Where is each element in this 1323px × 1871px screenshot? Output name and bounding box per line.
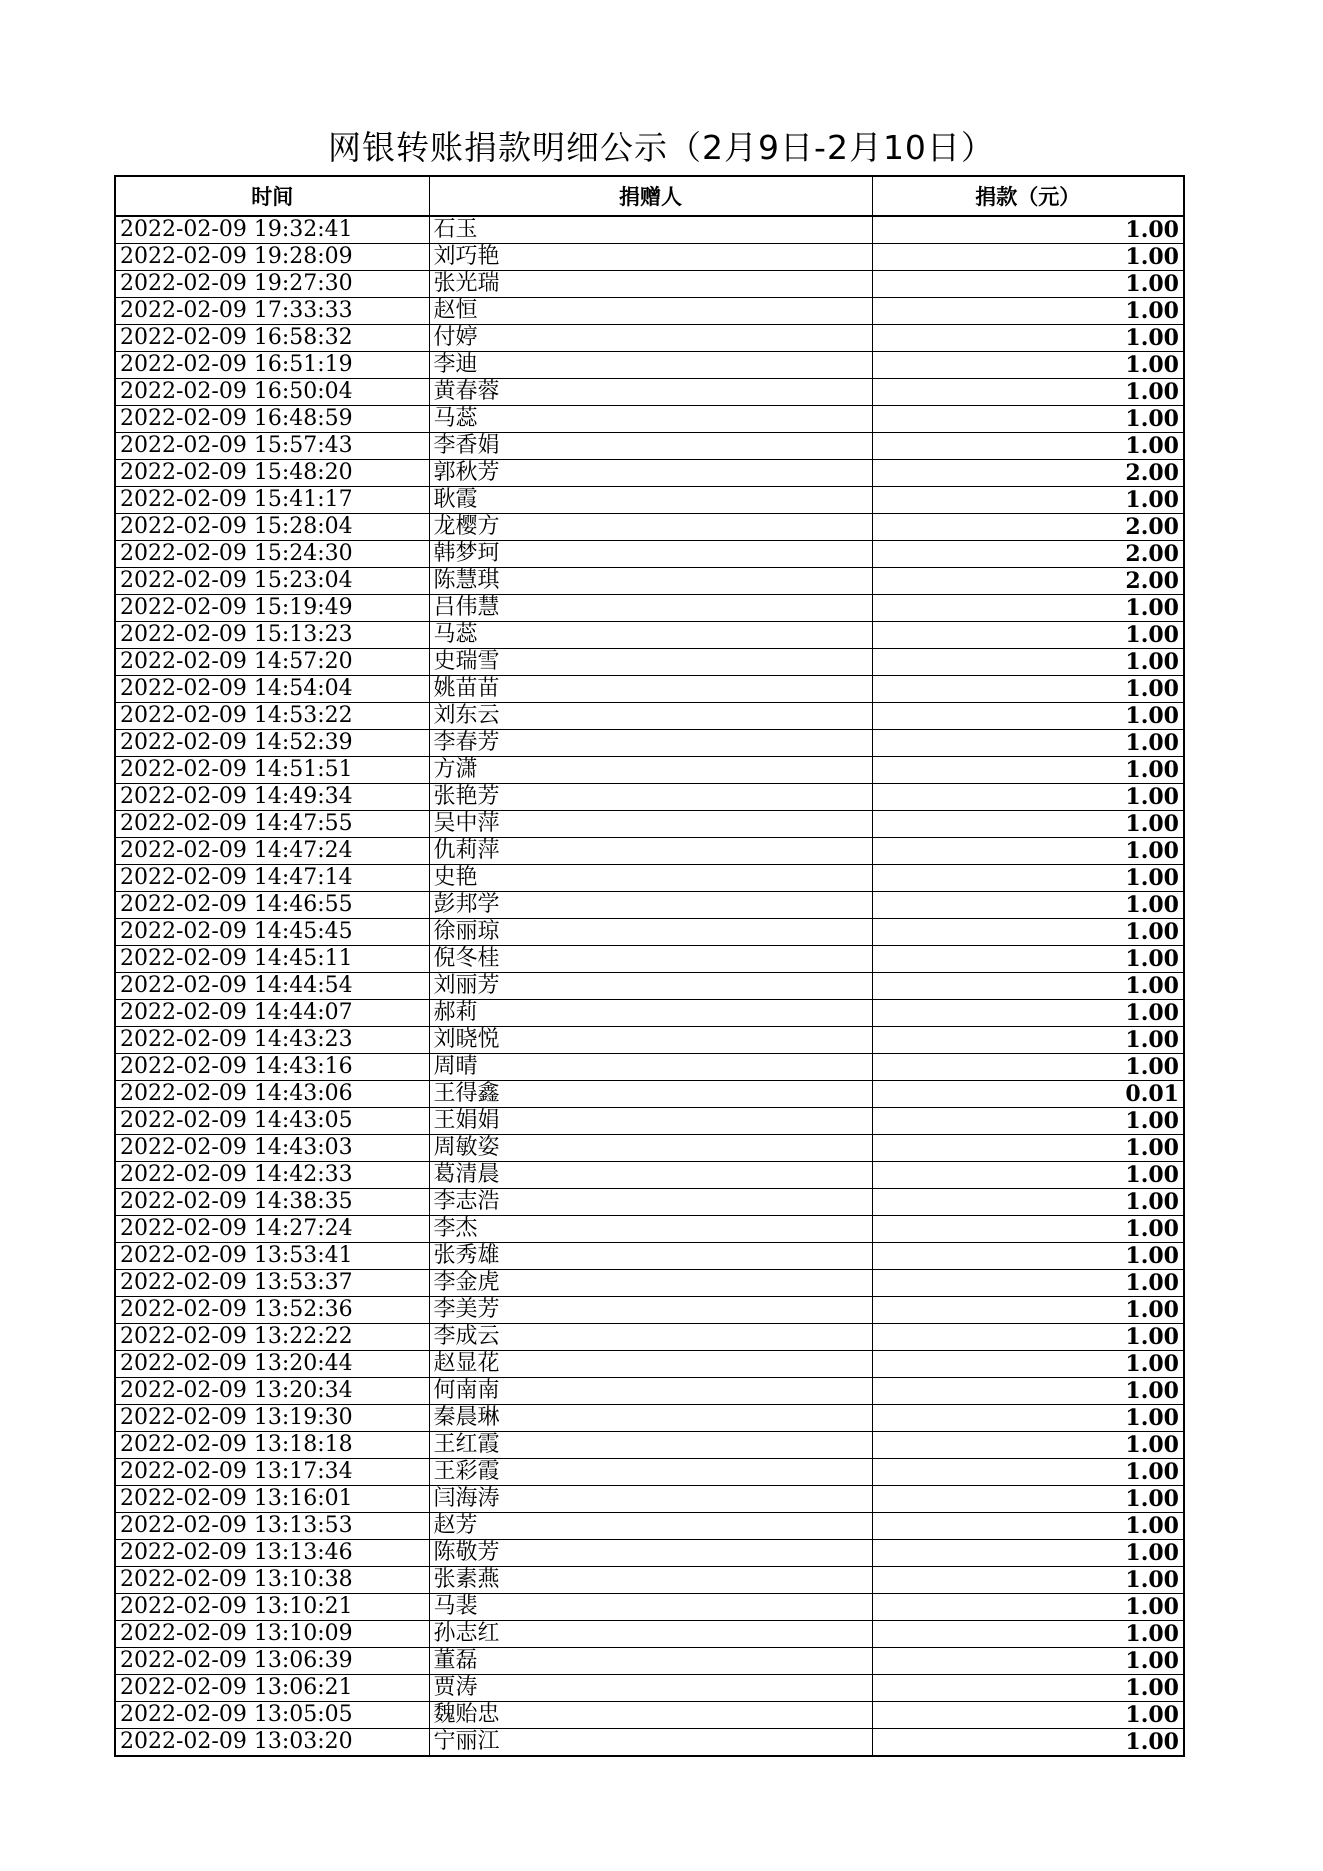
cell-donor: 付婷 (429, 325, 872, 352)
cell-time: 2022-02-09 14:27:24 (115, 1216, 429, 1243)
cell-time: 2022-02-09 14:54:04 (115, 676, 429, 703)
cell-amount: 1.00 (872, 406, 1184, 433)
cell-amount: 1.00 (872, 1648, 1184, 1675)
cell-donor: 赵恒 (429, 298, 872, 325)
cell-time: 2022-02-09 13:53:37 (115, 1270, 429, 1297)
cell-time: 2022-02-09 19:32:41 (115, 216, 429, 244)
table-row (115, 1054, 1184, 1081)
table-row (115, 1000, 1184, 1027)
cell-donor: 赵显花 (429, 1351, 872, 1378)
cell-amount: 1.00 (872, 487, 1184, 514)
cell-amount: 1.00 (872, 1405, 1184, 1432)
cell-donor: 张光瑞 (429, 271, 872, 298)
table-row (115, 703, 1184, 730)
cell-donor: 周敏姿 (429, 1135, 872, 1162)
table-row (115, 1729, 1184, 1757)
cell-time: 2022-02-09 14:49:34 (115, 784, 429, 811)
cell-time: 2022-02-09 14:43:23 (115, 1027, 429, 1054)
column-header-amount: 捐款（元） (872, 176, 1184, 216)
cell-time: 2022-02-09 14:47:14 (115, 865, 429, 892)
cell-time: 2022-02-09 14:53:22 (115, 703, 429, 730)
table-row (115, 838, 1184, 865)
table-row (115, 892, 1184, 919)
cell-amount: 1.00 (872, 1540, 1184, 1567)
cell-amount: 1.00 (872, 919, 1184, 946)
cell-time: 2022-02-09 14:42:33 (115, 1162, 429, 1189)
cell-donor: 李迪 (429, 352, 872, 379)
cell-time: 2022-02-09 15:57:43 (115, 433, 429, 460)
cell-time: 2022-02-09 14:43:05 (115, 1108, 429, 1135)
table-row (115, 216, 1184, 244)
table-row (115, 946, 1184, 973)
cell-donor: 李志浩 (429, 1189, 872, 1216)
cell-donor: 刘丽芳 (429, 973, 872, 1000)
cell-amount: 0.01 (872, 1081, 1184, 1108)
cell-donor: 刘晓悦 (429, 1027, 872, 1054)
cell-amount: 1.00 (872, 379, 1184, 406)
table-row (115, 298, 1184, 325)
cell-donor: 方潇 (429, 757, 872, 784)
table-row (115, 622, 1184, 649)
cell-donor: 王得鑫 (429, 1081, 872, 1108)
table-row (115, 1162, 1184, 1189)
cell-amount: 1.00 (872, 1459, 1184, 1486)
cell-amount: 1.00 (872, 1729, 1184, 1757)
cell-amount: 1.00 (872, 595, 1184, 622)
table-row (115, 1621, 1184, 1648)
table-row (115, 1405, 1184, 1432)
cell-amount: 1.00 (872, 892, 1184, 919)
cell-time: 2022-02-09 14:43:06 (115, 1081, 429, 1108)
cell-donor: 史瑞雪 (429, 649, 872, 676)
cell-time: 2022-02-09 14:44:54 (115, 973, 429, 1000)
cell-donor: 刘巧艳 (429, 244, 872, 271)
table-row (115, 271, 1184, 298)
table-row (115, 1324, 1184, 1351)
cell-time: 2022-02-09 14:47:24 (115, 838, 429, 865)
cell-donor: 张素燕 (429, 1567, 872, 1594)
cell-amount: 1.00 (872, 271, 1184, 298)
cell-time: 2022-02-09 13:16:01 (115, 1486, 429, 1513)
table-row (115, 1594, 1184, 1621)
cell-donor: 耿霞 (429, 487, 872, 514)
cell-time: 2022-02-09 15:23:04 (115, 568, 429, 595)
cell-donor: 郭秋芳 (429, 460, 872, 487)
cell-time: 2022-02-09 15:41:17 (115, 487, 429, 514)
cell-donor: 李成云 (429, 1324, 872, 1351)
table-row (115, 433, 1184, 460)
cell-donor: 闫海涛 (429, 1486, 872, 1513)
cell-donor: 吴中萍 (429, 811, 872, 838)
cell-donor: 韩梦珂 (429, 541, 872, 568)
cell-donor: 李香娟 (429, 433, 872, 460)
table-row (115, 1027, 1184, 1054)
cell-donor: 郝莉 (429, 1000, 872, 1027)
cell-amount: 1.00 (872, 433, 1184, 460)
column-header-time: 时间 (115, 176, 429, 216)
cell-time: 2022-02-09 15:13:23 (115, 622, 429, 649)
cell-amount: 1.00 (872, 244, 1184, 271)
table-row (115, 1432, 1184, 1459)
table-row (115, 541, 1184, 568)
cell-time: 2022-02-09 14:45:11 (115, 946, 429, 973)
cell-amount: 1.00 (872, 1594, 1184, 1621)
table-row (115, 784, 1184, 811)
cell-donor: 王娟娟 (429, 1108, 872, 1135)
cell-donor: 姚苗苗 (429, 676, 872, 703)
cell-amount: 1.00 (872, 1567, 1184, 1594)
table-row (115, 1459, 1184, 1486)
table-row (115, 1243, 1184, 1270)
cell-amount: 1.00 (872, 1162, 1184, 1189)
cell-amount: 1.00 (872, 784, 1184, 811)
cell-time: 2022-02-09 14:43:16 (115, 1054, 429, 1081)
cell-time: 2022-02-09 13:20:34 (115, 1378, 429, 1405)
table-row (115, 514, 1184, 541)
cell-time: 2022-02-09 14:45:45 (115, 919, 429, 946)
cell-donor: 徐丽琼 (429, 919, 872, 946)
column-header-donor: 捐赠人 (429, 176, 872, 216)
table-row (115, 1540, 1184, 1567)
cell-donor: 刘东云 (429, 703, 872, 730)
table-row (115, 919, 1184, 946)
cell-amount: 1.00 (872, 1432, 1184, 1459)
cell-amount: 1.00 (872, 622, 1184, 649)
table-row (115, 757, 1184, 784)
cell-amount: 2.00 (872, 514, 1184, 541)
cell-time: 2022-02-09 13:20:44 (115, 1351, 429, 1378)
cell-time: 2022-02-09 14:43:03 (115, 1135, 429, 1162)
cell-time: 2022-02-09 15:28:04 (115, 514, 429, 541)
cell-time: 2022-02-09 13:05:05 (115, 1702, 429, 1729)
cell-amount: 1.00 (872, 730, 1184, 757)
table-row (115, 1081, 1184, 1108)
cell-amount: 1.00 (872, 1054, 1184, 1081)
cell-donor: 陈慧琪 (429, 568, 872, 595)
cell-amount: 1.00 (872, 757, 1184, 784)
cell-time: 2022-02-09 13:22:22 (115, 1324, 429, 1351)
table-row (115, 406, 1184, 433)
table-row (115, 1648, 1184, 1675)
cell-time: 2022-02-09 15:48:20 (115, 460, 429, 487)
cell-time: 2022-02-09 16:48:59 (115, 406, 429, 433)
cell-amount: 1.00 (872, 1189, 1184, 1216)
cell-donor: 张秀雄 (429, 1243, 872, 1270)
cell-amount: 1.00 (872, 1378, 1184, 1405)
cell-donor: 龙樱方 (429, 514, 872, 541)
cell-donor: 彭邦学 (429, 892, 872, 919)
cell-time: 2022-02-09 14:51:51 (115, 757, 429, 784)
table-row (115, 811, 1184, 838)
cell-donor: 赵芳 (429, 1513, 872, 1540)
cell-amount: 1.00 (872, 838, 1184, 865)
cell-time: 2022-02-09 13:19:30 (115, 1405, 429, 1432)
cell-time: 2022-02-09 14:47:55 (115, 811, 429, 838)
cell-donor: 马蕊 (429, 406, 872, 433)
cell-amount: 1.00 (872, 649, 1184, 676)
table-row (115, 730, 1184, 757)
table-body (115, 216, 1184, 1756)
table-row (115, 865, 1184, 892)
cell-time: 2022-02-09 13:52:36 (115, 1297, 429, 1324)
cell-time: 2022-02-09 16:51:19 (115, 352, 429, 379)
cell-time: 2022-02-09 14:46:55 (115, 892, 429, 919)
cell-amount: 1.00 (872, 1513, 1184, 1540)
table-row (115, 352, 1184, 379)
cell-amount: 1.00 (872, 352, 1184, 379)
cell-donor: 马蕊 (429, 622, 872, 649)
cell-amount: 1.00 (872, 1702, 1184, 1729)
cell-amount: 1.00 (872, 1216, 1184, 1243)
cell-amount: 1.00 (872, 973, 1184, 1000)
cell-time: 2022-02-09 13:03:20 (115, 1729, 429, 1757)
cell-time: 2022-02-09 14:44:07 (115, 1000, 429, 1027)
table-row (115, 568, 1184, 595)
cell-amount: 1.00 (872, 1486, 1184, 1513)
cell-time: 2022-02-09 15:24:30 (115, 541, 429, 568)
cell-donor: 宁丽江 (429, 1729, 872, 1757)
cell-time: 2022-02-09 13:53:41 (115, 1243, 429, 1270)
cell-donor: 何南南 (429, 1378, 872, 1405)
table-row (115, 1189, 1184, 1216)
cell-amount: 2.00 (872, 460, 1184, 487)
cell-time: 2022-02-09 13:13:46 (115, 1540, 429, 1567)
table-row (115, 379, 1184, 406)
cell-time: 2022-02-09 19:27:30 (115, 271, 429, 298)
cell-amount: 1.00 (872, 1027, 1184, 1054)
cell-amount: 1.00 (872, 1351, 1184, 1378)
cell-time: 2022-02-09 14:52:39 (115, 730, 429, 757)
cell-amount: 1.00 (872, 298, 1184, 325)
table-row (115, 1486, 1184, 1513)
cell-donor: 葛清晨 (429, 1162, 872, 1189)
cell-amount: 1.00 (872, 1243, 1184, 1270)
cell-amount: 1.00 (872, 811, 1184, 838)
cell-amount: 1.00 (872, 703, 1184, 730)
cell-amount: 1.00 (872, 216, 1184, 244)
cell-amount: 1.00 (872, 1270, 1184, 1297)
cell-donor: 张艳芳 (429, 784, 872, 811)
table-row (115, 1675, 1184, 1702)
cell-time: 2022-02-09 16:58:32 (115, 325, 429, 352)
cell-amount: 1.00 (872, 1324, 1184, 1351)
table-row (115, 325, 1184, 352)
cell-donor: 马裴 (429, 1594, 872, 1621)
cell-donor: 周晴 (429, 1054, 872, 1081)
table-row (115, 1702, 1184, 1729)
table-row (115, 487, 1184, 514)
table-row (115, 1297, 1184, 1324)
cell-donor: 陈敬芳 (429, 1540, 872, 1567)
cell-donor: 史艳 (429, 865, 872, 892)
cell-donor: 秦晨琳 (429, 1405, 872, 1432)
cell-amount: 1.00 (872, 1135, 1184, 1162)
cell-time: 2022-02-09 13:06:21 (115, 1675, 429, 1702)
cell-donor: 董磊 (429, 1648, 872, 1675)
table-row (115, 973, 1184, 1000)
table-row (115, 460, 1184, 487)
table-row (115, 1135, 1184, 1162)
cell-time: 2022-02-09 16:50:04 (115, 379, 429, 406)
cell-donor: 王红霞 (429, 1432, 872, 1459)
cell-time: 2022-02-09 14:57:20 (115, 649, 429, 676)
page-title: 网银转账捐款明细公示（2月9日-2月10日） (328, 128, 995, 167)
cell-donor: 李杰 (429, 1216, 872, 1243)
cell-amount: 1.00 (872, 1108, 1184, 1135)
cell-donor: 倪冬桂 (429, 946, 872, 973)
cell-amount: 1.00 (872, 676, 1184, 703)
cell-time: 2022-02-09 14:38:35 (115, 1189, 429, 1216)
cell-time: 2022-02-09 17:33:33 (115, 298, 429, 325)
cell-donor: 贾涛 (429, 1675, 872, 1702)
cell-time: 2022-02-09 19:28:09 (115, 244, 429, 271)
cell-amount: 1.00 (872, 946, 1184, 973)
cell-donor: 黄春蓉 (429, 379, 872, 406)
cell-donor: 魏贻忠 (429, 1702, 872, 1729)
cell-time: 2022-02-09 13:10:21 (115, 1594, 429, 1621)
table-header-row (115, 176, 1184, 216)
table-row (115, 1351, 1184, 1378)
cell-amount: 1.00 (872, 1675, 1184, 1702)
cell-donor: 仇莉萍 (429, 838, 872, 865)
cell-amount: 1.00 (872, 1000, 1184, 1027)
cell-donor: 李春芳 (429, 730, 872, 757)
cell-donor: 李美芳 (429, 1297, 872, 1324)
cell-time: 2022-02-09 13:10:09 (115, 1621, 429, 1648)
cell-amount: 1.00 (872, 1297, 1184, 1324)
cell-donor: 李金虎 (429, 1270, 872, 1297)
table-row (115, 1216, 1184, 1243)
cell-amount: 1.00 (872, 865, 1184, 892)
cell-time: 2022-02-09 13:06:39 (115, 1648, 429, 1675)
cell-time: 2022-02-09 13:13:53 (115, 1513, 429, 1540)
donation-table (114, 175, 1185, 1757)
table-row (115, 1567, 1184, 1594)
cell-amount: 1.00 (872, 1621, 1184, 1648)
cell-donor: 石玉 (429, 216, 872, 244)
cell-time: 2022-02-09 13:18:18 (115, 1432, 429, 1459)
table-row (115, 595, 1184, 622)
table-row (115, 1378, 1184, 1405)
table-row (115, 1108, 1184, 1135)
cell-time: 2022-02-09 15:19:49 (115, 595, 429, 622)
table-row (115, 1270, 1184, 1297)
table-row (115, 676, 1184, 703)
table-row (115, 649, 1184, 676)
cell-amount: 2.00 (872, 568, 1184, 595)
cell-amount: 1.00 (872, 325, 1184, 352)
cell-donor: 孙志红 (429, 1621, 872, 1648)
cell-donor: 吕伟慧 (429, 595, 872, 622)
cell-time: 2022-02-09 13:10:38 (115, 1567, 429, 1594)
cell-donor: 王彩霞 (429, 1459, 872, 1486)
cell-time: 2022-02-09 13:17:34 (115, 1459, 429, 1486)
cell-amount: 2.00 (872, 541, 1184, 568)
table-row (115, 1513, 1184, 1540)
table-row (115, 244, 1184, 271)
